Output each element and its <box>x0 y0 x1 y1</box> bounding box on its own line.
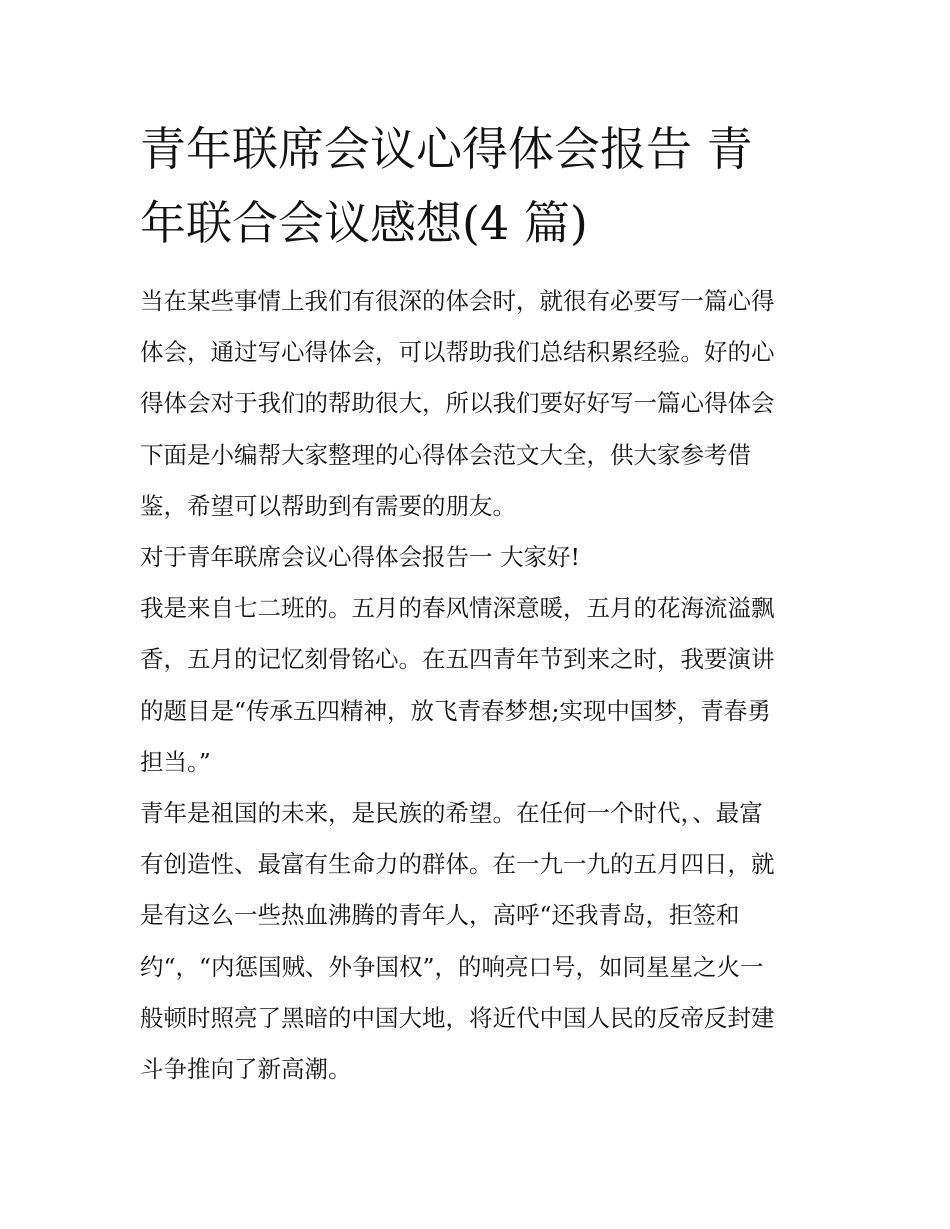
text-line: 是有这么一些热血沸腾的青年人，高呼“还我青岛，拒签和 <box>140 901 740 930</box>
text-line: 般顿时照亮了黑暗的中国大地，将近代中国人民的反帝反封建 <box>140 1003 775 1032</box>
text-line: 约“，“内惩国贼、外争国权”，的响亮口号，如同星星之火一 <box>140 952 764 981</box>
text-line: 担当。” <box>140 747 211 776</box>
text-line: 有创造性、最富有生命力的群体。在一九一九的五月四日，就 <box>140 850 775 879</box>
text-line: 下面是小编帮大家整理的心得体会范文大全，供大家参考借 <box>140 440 751 469</box>
title-line-1: 青年联席会议心得体会报告 青 <box>140 122 753 176</box>
document-title <box>140 112 820 260</box>
text-line: 香，五月的记忆刻骨铭心。在五四青年节到来之时，我要演讲 <box>140 645 775 674</box>
paragraph-youth-history <box>140 788 820 1095</box>
paragraph-speech-opening <box>140 583 820 788</box>
text-line: 得体会对于我们的帮助很大，所以我们要好好写一篇心得体会 <box>140 389 775 418</box>
text-line: 鉴，希望可以帮助到有需要的朋友。 <box>140 491 516 520</box>
text-line: 斗争推向了新高潮。 <box>140 1055 352 1084</box>
document-body <box>140 276 820 1095</box>
title-line-2: 年联合会议感想(4 篇) <box>140 196 588 250</box>
text-line: 的题目是“传承五四精神，放飞青春梦想;实现中国梦，青春勇 <box>140 696 771 725</box>
text-line: 当在某些事情上我们有很深的体会时，就很有必要写一篇心得 <box>140 287 775 315</box>
text-line: 青年是祖国的未来，是民族的希望。在任何一个时代，、最富 <box>140 799 763 828</box>
paragraph-intro <box>140 276 820 532</box>
paragraph-section-heading <box>140 532 820 583</box>
text-line: 对于青年联席会议心得体会报告一 大家好! <box>140 543 580 572</box>
text-line: 体会，通过写心得体会，可以帮助我们总结积累经验。好的心 <box>140 338 775 367</box>
text-line: 我是来自七二班的。五月的春风情深意暖，五月的花海流溢飘 <box>140 594 775 623</box>
